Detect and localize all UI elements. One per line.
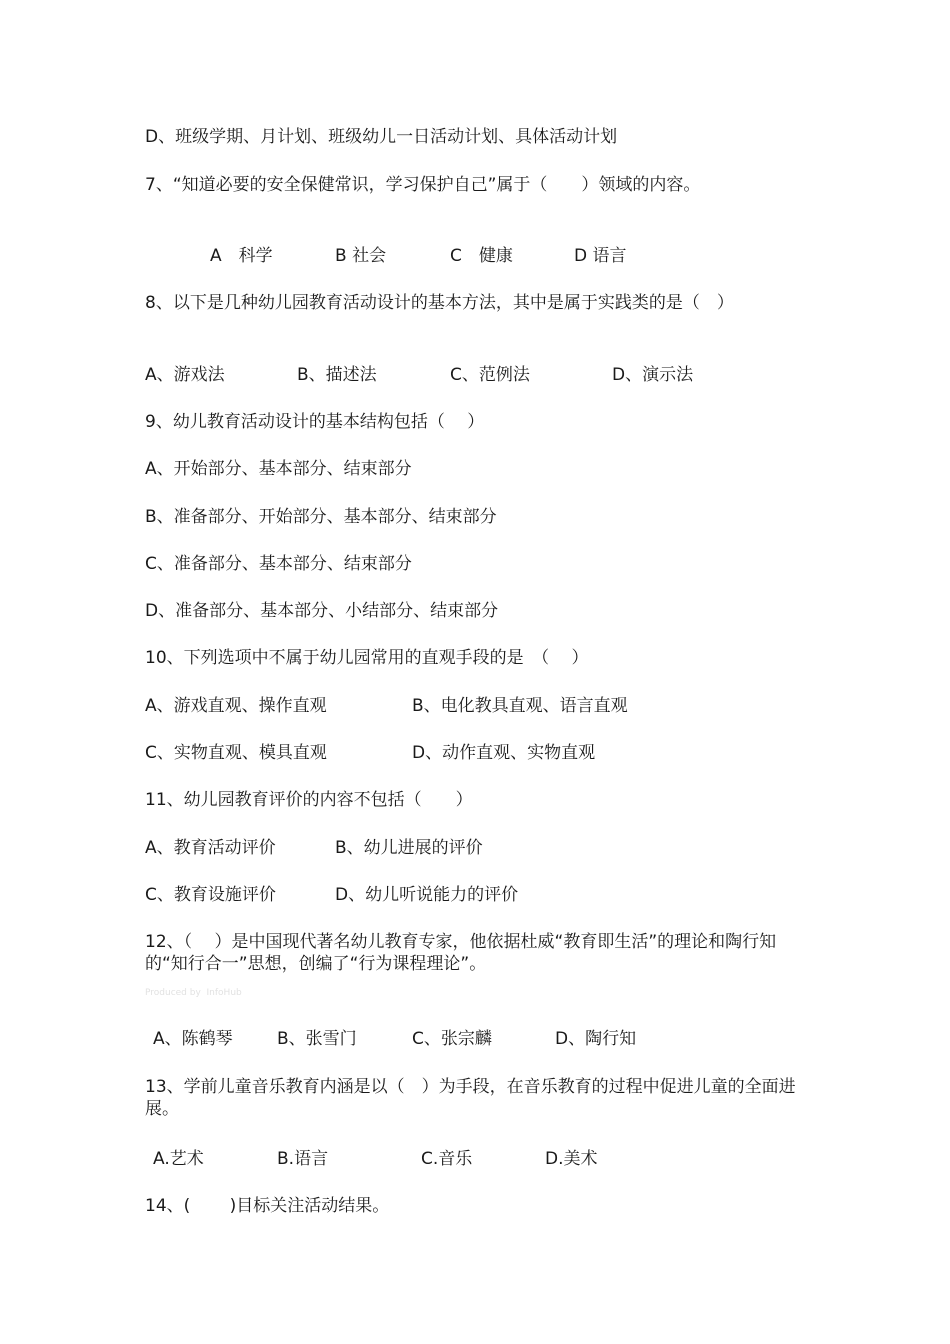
q7-stem: 7、“知道必要的安全保健常识，学习保护自己”属于（ ）领域的内容。 xyxy=(145,175,701,195)
q12-option-a: A、陈鹤琴 xyxy=(153,1029,233,1049)
q7-option-a: A 科学 xyxy=(210,246,273,266)
q7-option-b: B 社会 xyxy=(335,246,387,266)
q9-option-a: A、开始部分、基本部分、结束部分 xyxy=(145,459,412,479)
q10-option-c: C、实物直观、模具直观 xyxy=(145,743,327,763)
q9-option-d: D、准备部分、基本部分、小结部分、结束部分 xyxy=(145,601,499,621)
q10-option-a: A、游戏直观、操作直观 xyxy=(145,696,327,716)
q8-stem: 8、以下是几种幼儿园教育活动设计的基本方法，其中是属于实践类的是（ ） xyxy=(145,293,734,313)
q13-option-d: D.美术 xyxy=(545,1149,598,1169)
q8-option-b: B、描述法 xyxy=(297,365,377,385)
q11-option-b: B、幼儿进展的评价 xyxy=(335,838,483,858)
q12-option-b: B、张雪门 xyxy=(277,1029,357,1049)
q6-option-d: D、班级学期、月计划、班级幼儿一日活动计划、具体活动计划 xyxy=(145,127,618,147)
q14-stem: 14、( )目标关注活动结果。 xyxy=(145,1196,390,1216)
q8-option-d: D、演示法 xyxy=(612,365,694,385)
q11-stem: 11、幼儿园教育评价的内容不包括（ ） xyxy=(145,790,473,810)
q11-option-d: D、幼儿听说能力的评价 xyxy=(335,885,519,905)
q13-option-b: B.语言 xyxy=(277,1149,329,1169)
q9-stem: 9、幼儿教育活动设计的基本结构包括（ ） xyxy=(145,412,485,432)
q11-option-a: A、教育活动评价 xyxy=(145,838,276,858)
q10-stem: 10、下列选项中不属于幼儿园常用的直观手段的是 （ ） xyxy=(145,648,589,668)
q13-stem: 13、学前儿童音乐教育内涵是以（ ）为手段，在音乐教育的过程中促进儿童的全面进展。 xyxy=(145,1077,796,1119)
q8-option-c: C、范例法 xyxy=(450,365,530,385)
q13-option-c: C.音乐 xyxy=(421,1149,473,1169)
q7-option-d: D 语言 xyxy=(574,246,627,266)
q12-option-d: D、陶行知 xyxy=(555,1029,637,1049)
faint-watermark-text: Produced by InfoHub xyxy=(145,988,242,998)
q10-option-d: D、动作直观、实物直观 xyxy=(412,743,596,763)
q12-option-c: C、张宗麟 xyxy=(412,1029,492,1049)
q12-stem: 12、（ ）是中国现代著名幼儿教育专家，他依据杜威“教育即生活”的理论和陶行知的“知行合一”思想，创编了“行为课程理论”。 xyxy=(145,932,777,974)
q9-option-b: B、准备部分、开始部分、基本部分、结束部分 xyxy=(145,507,497,527)
q11-option-c: C、教育设施评价 xyxy=(145,885,276,905)
q9-option-c: C、准备部分、基本部分、结束部分 xyxy=(145,554,412,574)
q8-option-a: A、游戏法 xyxy=(145,365,225,385)
q7-option-c: C 健康 xyxy=(450,246,513,266)
q13-option-a: A.艺术 xyxy=(153,1149,204,1169)
q10-option-b: B、电化教具直观、语言直观 xyxy=(412,696,628,716)
